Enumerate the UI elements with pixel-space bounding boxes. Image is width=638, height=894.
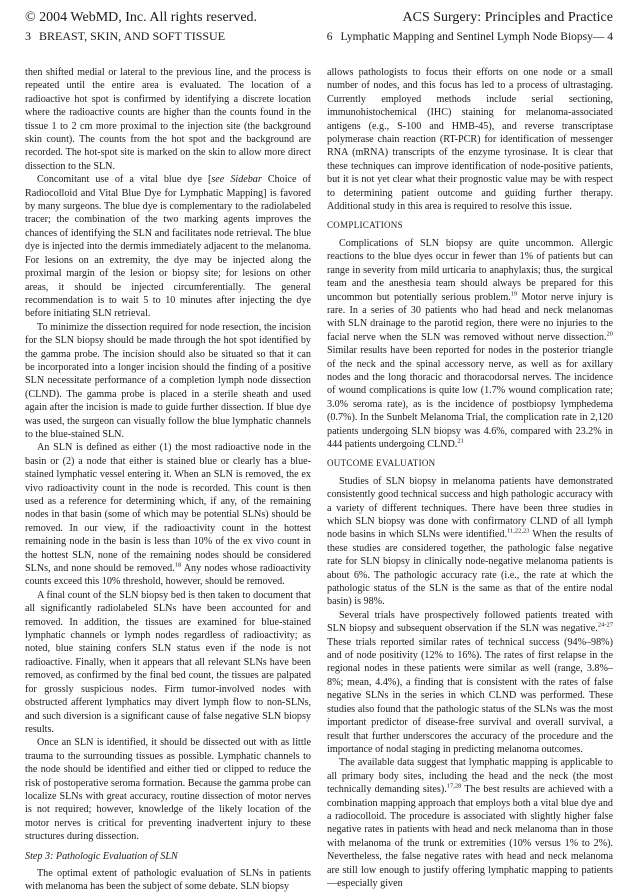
section-heading-complications: COMPLICATIONS [327, 220, 403, 231]
paragraph: Once an SLN is identified, it should be dissected out with as little trauma to the surrounding tissues as possible. Lymphatic channels to the node should be identified and either tied or clipped to reduce the risk of postoperative seroma formation. Because the gamma probe can localize SLNs with great accuracy, routine dissection of motor nerves is not required; however, knowledge of the likely location of the motor nerves is critical for preventing inadvertent injury to these structures during dissection. [25, 737, 311, 843]
citation: 18 [174, 561, 182, 569]
step-heading: Step 3: Pathologic Evaluation of SLN [25, 850, 178, 862]
paragraph: The optimal extent of pathologic evaluation of SLNs in patients with melanoma has been the subject of some debate. SLN biopsy [25, 867, 311, 893]
section-number: 6 [326, 31, 333, 43]
citation: 21 [457, 437, 464, 445]
body-columns [25, 66, 614, 893]
paragraph: then shifted medial or lateral to the previous line, and the process is repeated until the entire area is evaluated. The location of a radioactive hot spot is confirmed by identifying a discrete location where the radioactive counts are higher than the counts found in the tissue 1 to 2 cm more proximal to the injection site (the background skin count). The counts from the hot spot and the background are recorded. The hot-spot site is marked on the skin to allow more direct dissection to the SLN. [25, 67, 311, 172]
chapter-number: 3 [25, 29, 31, 43]
citation: 19 [510, 290, 518, 298]
section-heading-outcome: OUTCOME EVALUATION [327, 458, 436, 469]
section-heading [327, 31, 613, 43]
copyright: © 2004 WebMD, Inc. All rights reserved. [25, 10, 258, 25]
citation: 20 [606, 330, 613, 338]
citation: 24-27 [597, 621, 613, 629]
paragraph: Studies of SLN biopsy in melanoma patients have demonstrated consistently good technical success and high pathologic accuracy with a variety of different techniques. There have been three studies in which SLN biopsy was done with confirmatory CLND of all lymph node basins in which SLNs were identified.$^{11,22,23}$ When the results of these studies are considered together, the pathologic false negative rate for SLN biopsy in clinically node-negative melanoma patients is about 6%. The pathologic accuracy rate (i.e., the rate at which the pathologic status of the SLN is the same as that of the entire nodal basin) is 98%. [327, 475, 614, 608]
chapter-title: BREAST, SKIN, AND SOFT TISSUE [39, 29, 226, 43]
paragraph: Concomitant use of a vital blue dye [see Sidebar Choice of Radiocolloid and Vital Blue Dye for Lymphatic Mapping] is favored by many surgeons. The blue dye is complementary to the radiolabeled tracer; the combination of the two marking agents improves the chances of identifying the SLN and facilitates node retrieval. The blue dye is injected into the dermis immediately adjacent to the melanoma. For lesions on an extremity, the dye may be injected along the proximal margin of the lesion or biopsy site; for lesions on other areas, it should be injected circumferentially. The general recommendation is to wait 5 to 10 minutes after injecting the dye before initiating SLN retrieval. [25, 174, 311, 320]
book-title: ACS Surgery: Principles and Practice [402, 10, 613, 25]
right-column [327, 66, 614, 889]
page-header [25, 10, 613, 54]
paragraph: A final count of the SLN biopsy bed is then taken to document that all significantly radiolabeled SLNs have been accounted for and removed. In addition, the tissues are examined for blue-stained lymphatic channels or lymph nodes regardless of radioactivity; as noted, blue staining confers SLN status even if the node is not radioactive. Finally, when it appears that all relevant SLNs have been removed, as confirmed by the final bed count, the tissues are palpated for grossly suspicious nodes. Firm tumor-involved nodes with obstructed afferent lymphatics may divert lymph flow to non-SLNs, and such diversion is a significant cause of false negative SLN biopsy results. [25, 589, 311, 735]
sidebar-reference: see Sidebar [211, 174, 262, 186]
paragraph: An SLN is defined as either (1) the most radioactive node in the basin or (2) a node that either is stained blue or clearly has a blue-stained lymphatic vessel entering it. When an SLN is removed, the ex vivo radioactivity count in the node is recorded. This count is then used as a reference for determining which, if any, of the remaining nodes in that basin (some of which may be potential SLNs) should be removed. In our view, if the radioactivity count in the hottest remaining node in the basin is less than 10% of the ex vivo count in the hottest SLN, none of the remaining nodes should be considered SLNs, and none should be removed.$^{18}$ Any nodes whose radioactivity counts exceed this 10% threshold, however, should be removed. [25, 442, 311, 588]
section-title: Lymphatic Mapping and Sentinel Lymph Node Biopsy— 4 [340, 31, 613, 43]
left-column [25, 66, 311, 893]
paragraph: Several trials have prospectively followed patients treated with SLN biopsy and subsequent observation if the SLN was negative.$^{24-27}$ These trials reported similar rates of technical success (94%–98%) and of node positivity (12% to 16%). The rates of first relapse in the regional nodes in these patients were similar as well (range, 3.8%–8%; mean, 4.4%), a finding that is consistent with the rates of false negative SLNs in the series in which CLND was performed. These studies also found that the pathologic status of the SLNs was the most important predictor of disease-free survival and overall survival, a result that further underscores the accuracy of the procedure and the importance of nodal staging in predicting melanoma outcomes. [327, 609, 613, 755]
citation: 11,22,23 [507, 528, 530, 536]
chapter-heading [25, 29, 225, 44]
paragraph: Complications of SLN biopsy are quite uncommon. Allergic reactions to the blue dyes occur in fewer than 1% of patients but can range in severity from mild urticaria to anaphylaxis; thus, the surgical team and the anesthesia team should always be prepared for this uncommon but potentially serious problem.$^{19}$ Motor nerve injury is rare. In a series of 30 patients who had head and neck melanomas with SLN drainage to the parotid region, there were no injuries to the facial nerve when the SLN was removed without nerve dissection.$^{20}$ Similar results have been reported for nodes in the posterior triangle of the neck and the spinal accessory nerve, as well as for axillary nodes and the long thoracic and thoracodorsal nerves. The incidence of wound complications is quite low (1.7% wound complication rate; 3.0% seroma rate), as is the incidence of postbiopsy lymphedema (0.7%). In the Sunbelt Melanoma Trial, the complication rate in 2,120 patients undergoing SLN biopsy was 4.6%, compared with 23.2% in 444 patients undergoing CLND.$^{21}$ [327, 237, 613, 450]
paragraph: The available data suggest that lymphatic mapping is applicable to all primary body sites, including the head and the neck (the most technically demanding sites).$^{17,28}$ The best results are achieved with a combination mapping approach that employs both a vital blue dye and a radiocolloid. The procedure is associated with slightly higher false negative rates in patients with head and neck melanoma than in those with melanoma of the trunk or extremities (10% versus 1% to 2%). Nevertheless, the false negative rates with head and neck melanoma are still low enough to justify offering lymphatic mapping to patients—especially given [327, 757, 614, 889]
paragraph: allows pathologists to focus their efforts on one node or a small number of nodes, and this focus has led to a process of ultrastaging. Currently employed methods include serial sectioning, immunohistochemical (IHC) staining for melanoma-associated antigens (e.g., S-100 and HMB-45), and reverse transcriptase polymerase chain reaction (RT-PCR) for identification of messenger RNA (mRNA) transcripts of the enzyme tyrosinase. It is clear that these techniques can improve identification of node-positive patients, but it is not yet clear what their prognostic value may be with respect to determining patient outcome and guiding further therapy. Additional study in this area is required to resolve this issue. [327, 67, 613, 213]
citation: 17,28 [446, 782, 462, 790]
paragraph: To minimize the dissection required for node resection, the incision for the SLN biopsy should be made through the hot spot identified by the gamma probe. The incision should also be situated so that it can be incorporated into a longer incision should the finding of a positive SLN necessitate performance of a completion lymph node dissection (CLND). The gamma probe is placed in a sterile sheath and used again after the incision is made to guide further dissection. If blue dye was used, the surgeon can visually follow the blue lymphatic channels to the blue-stained SLN. [25, 321, 311, 440]
